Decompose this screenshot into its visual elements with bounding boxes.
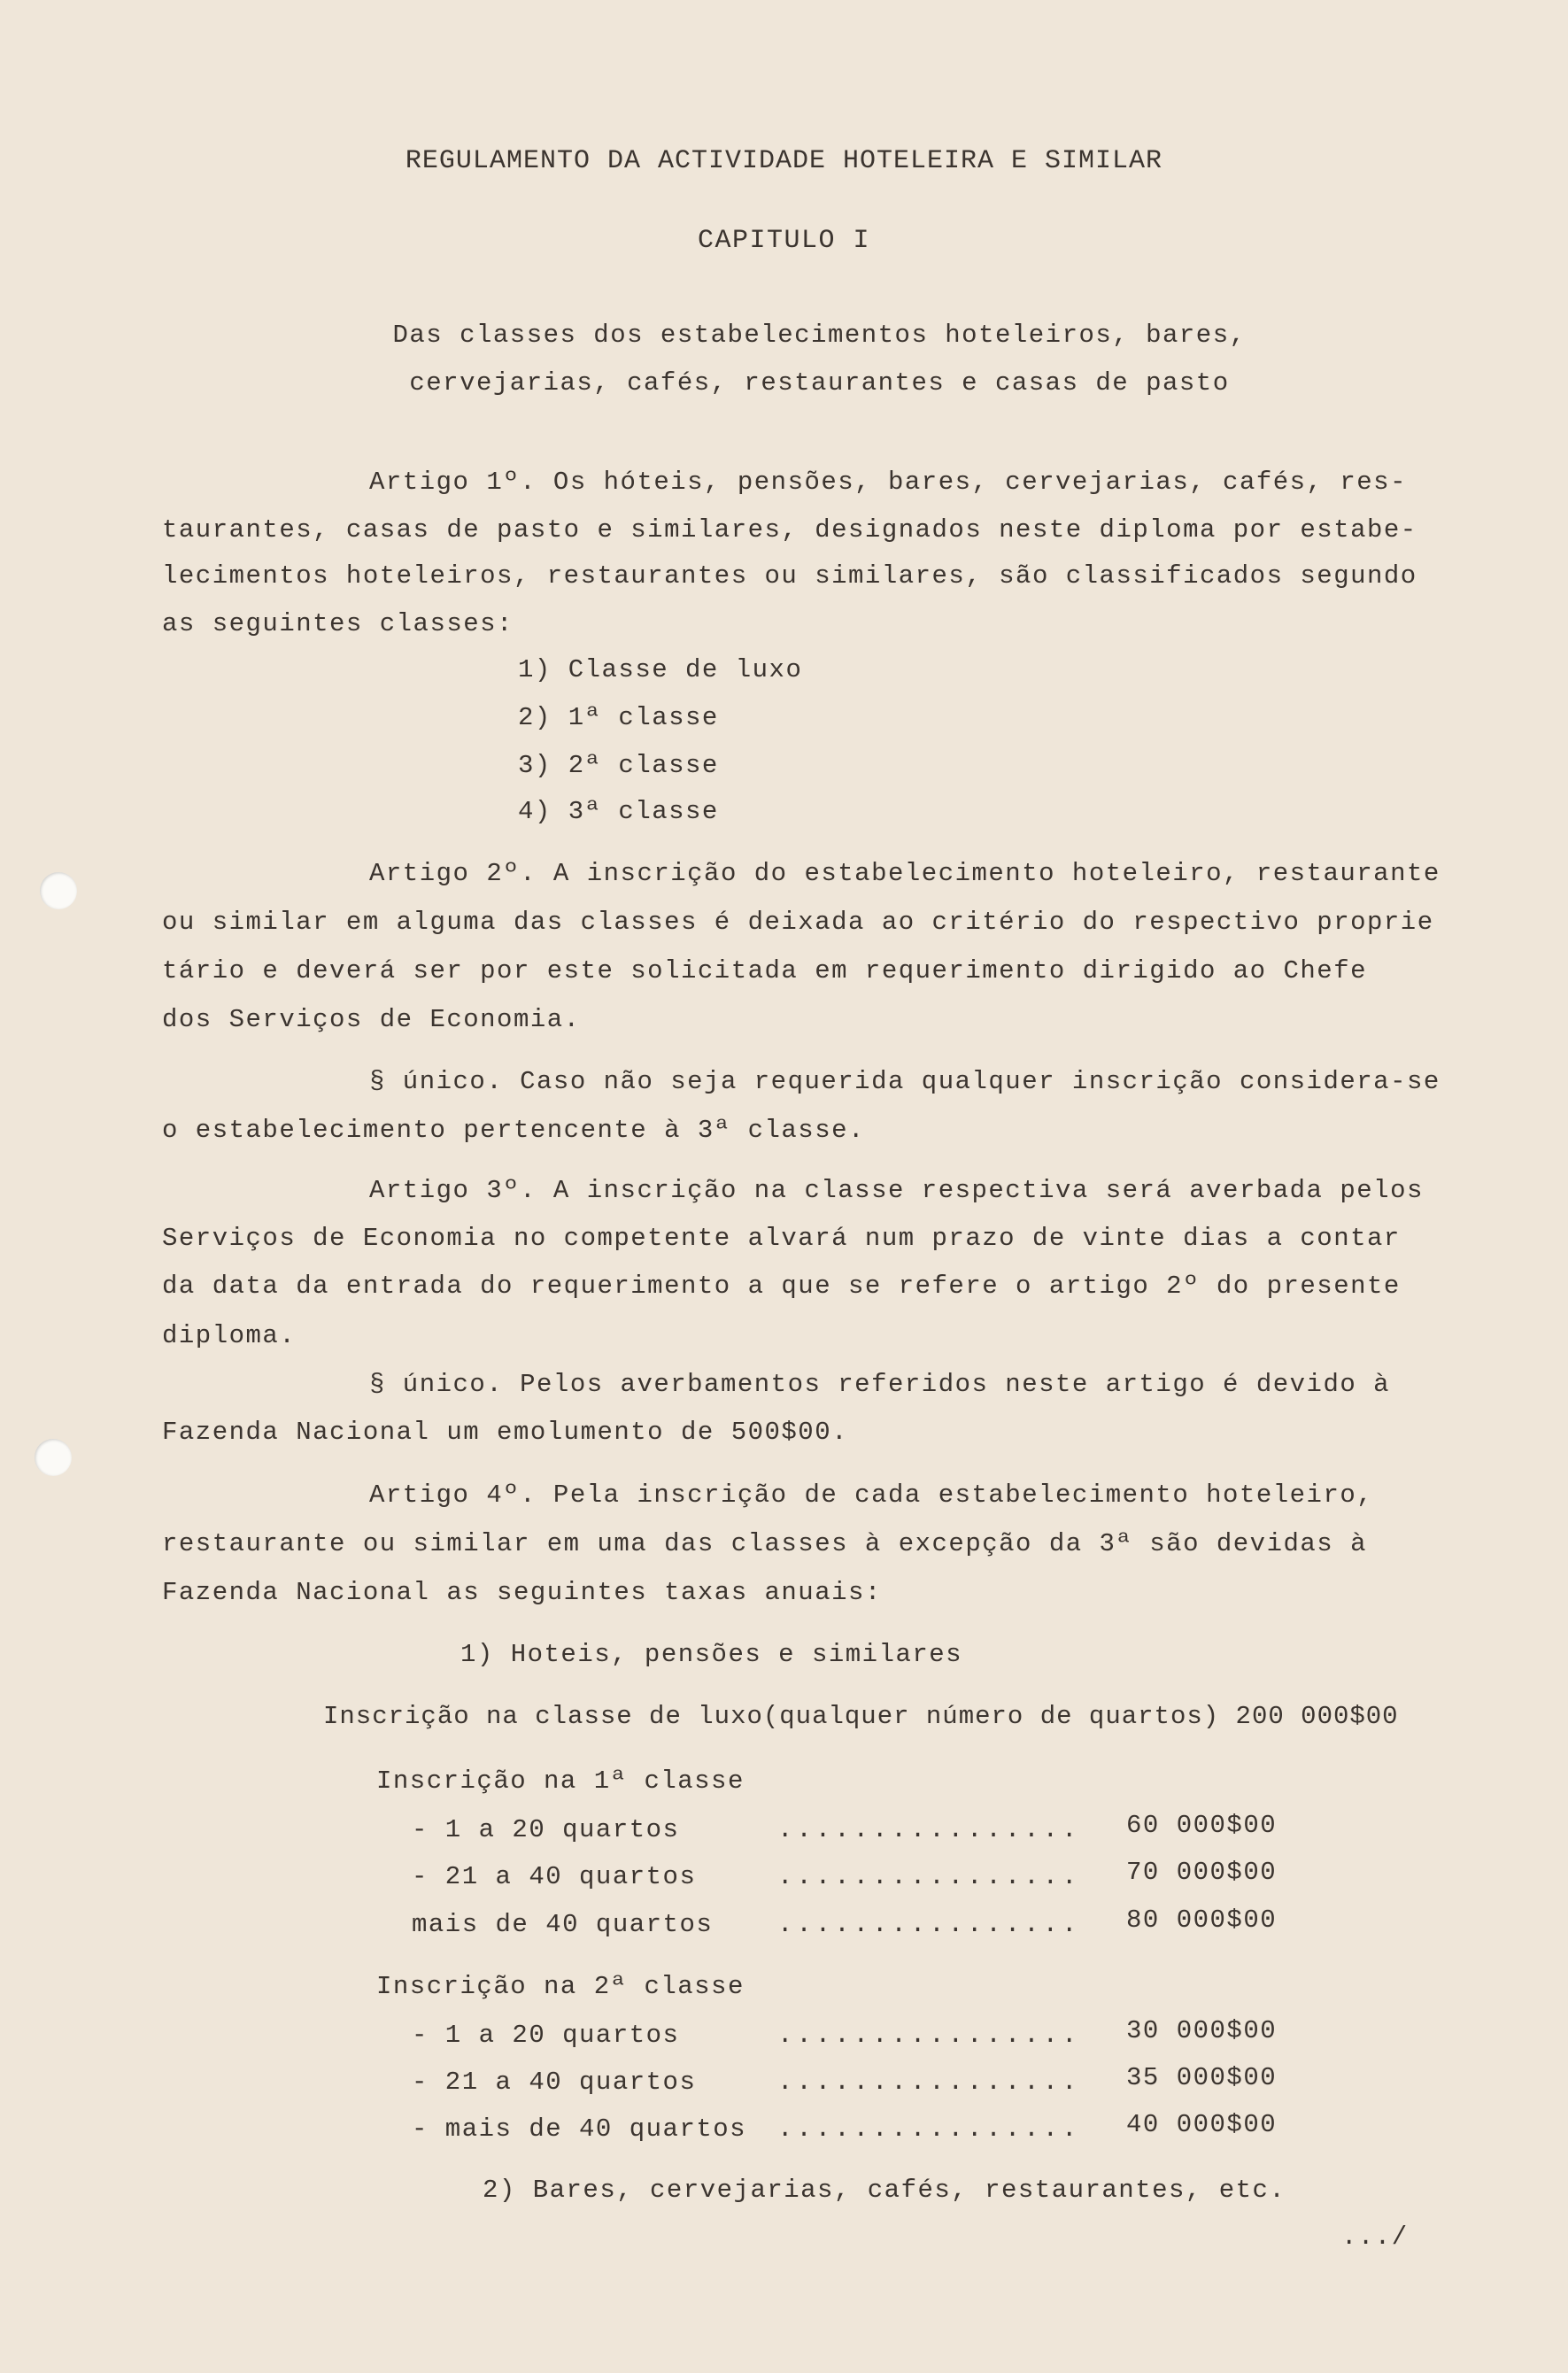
paragrafo-unico: Fazenda Nacional um emolumento de 500$00. [162,1418,849,1447]
section-heading: 1) Hoteis, pensões e similares [460,1640,963,1669]
fee-row-amount: 70 000$00 [1126,1858,1278,1887]
fee-row-label: - 1 a 20 quartos [412,2021,680,2050]
fee-row-label: - 1 a 20 quartos [412,1815,680,1844]
punch-hole [35,1439,72,1476]
artigo-3-line: Artigo 3º. A inscrição na classe respectiva será averbada pelos [369,1176,1424,1205]
fee-row-leader: ................ [777,2114,1081,2144]
punch-hole [40,872,77,909]
luxo-fee-line: Inscrição na classe de luxo(qualquer número de quartos) 200 000$00 [323,1702,1399,1731]
fee-row-amount: 35 000$00 [1126,2063,1278,2092]
document-title: REGULAMENTO DA ACTIVIDADE HOTELEIRA E SIMILAR [405,146,1163,176]
paragrafo-unico: § único. Caso não seja requerida qualquer inscrição considera-se [369,1067,1441,1096]
artigo-2-line: ou similar em alguma das classes é deixada ao critério do respectivo proprie [162,908,1434,937]
paragrafo-unico: o estabelecimento pertencente à 3ª classe. [162,1116,865,1145]
fee-row-leader: ................ [777,1910,1081,1939]
fee-row-label: - mais de 40 quartos [412,2114,747,2144]
fee-row-leader: ................ [777,2068,1081,2097]
fee-row-leader: ................ [777,1815,1081,1844]
class-list-item: 2) 1ª classe [518,703,719,732]
fee-row-label: - 21 a 40 quartos [412,2068,697,2097]
artigo-2-line: tário e deverá ser por este solicitada em requerimento dirigido ao Chefe [162,956,1368,986]
artigo-1-line: Artigo 1º. Os hóteis, pensões, bares, cervejarias, cafés, res- [369,468,1407,497]
artigo-4-line: Fazenda Nacional as seguintes taxas anuais: [162,1578,882,1607]
paragrafo-unico: § único. Pelos averbamentos referidos neste artigo é devido à [369,1370,1391,1399]
fee-row-label: mais de 40 quartos [412,1910,714,1939]
artigo-1-line: lecimentos hoteleiros, restaurantes ou similares, são classificados segundo [162,561,1417,591]
chapter-subtitle-line-2: cervejarias, cafés, restaurantes e casas de pasto [409,368,1230,398]
fee-row-label: - 21 a 40 quartos [412,1862,697,1891]
class-list-item: 3) 2ª classe [518,751,719,780]
chapter-subtitle-line-1: Das classes dos estabelecimentos hoteleiros, bares, [392,321,1247,350]
section-heading: 2) Bares, cervejarias, cafés, restaurantes, etc. [483,2176,1286,2205]
class-list-item: 4) 3ª classe [518,797,719,826]
fee-row-leader: ................ [777,2021,1081,2050]
artigo-4-line: Artigo 4º. Pela inscrição de cada estabelecimento hoteleiro, [369,1480,1374,1510]
class-fee-heading: Inscrição na 2ª classe [376,1972,745,2001]
artigo-4-line: restaurante ou similar em uma das classes à excepção da 3ª são devidas à [162,1529,1368,1558]
fee-row-amount: 40 000$00 [1126,2110,1278,2139]
artigo-3-line: da data da entrada do requerimento a que se refere o artigo 2º do presente [162,1272,1401,1301]
chapter-heading: CAPITULO I [697,226,871,256]
fee-row-leader: ................ [777,1862,1081,1891]
fee-row-amount: 80 000$00 [1126,1905,1278,1935]
artigo-3-line: Serviços de Economia no competente alvará num prazo de vinte dias a contar [162,1224,1401,1253]
fee-row-amount: 30 000$00 [1126,2016,1278,2045]
fee-row-amount: 60 000$00 [1126,1811,1278,1840]
artigo-1-line: as seguintes classes: [162,609,514,638]
page-continuation-mark: .../ [1341,2222,1409,2252]
artigo-3-line: diploma. [162,1321,297,1350]
artigo-1-line: taurantes, casas de pasto e similares, designados neste diploma por estabe- [162,515,1417,545]
class-fee-heading: Inscrição na 1ª classe [376,1766,745,1796]
artigo-2-line: dos Serviços de Economia. [162,1005,581,1034]
class-list-item: 1) Classe de luxo [518,655,803,684]
artigo-2-line: Artigo 2º. A inscrição do estabelecimento hoteleiro, restaurante [369,859,1441,888]
